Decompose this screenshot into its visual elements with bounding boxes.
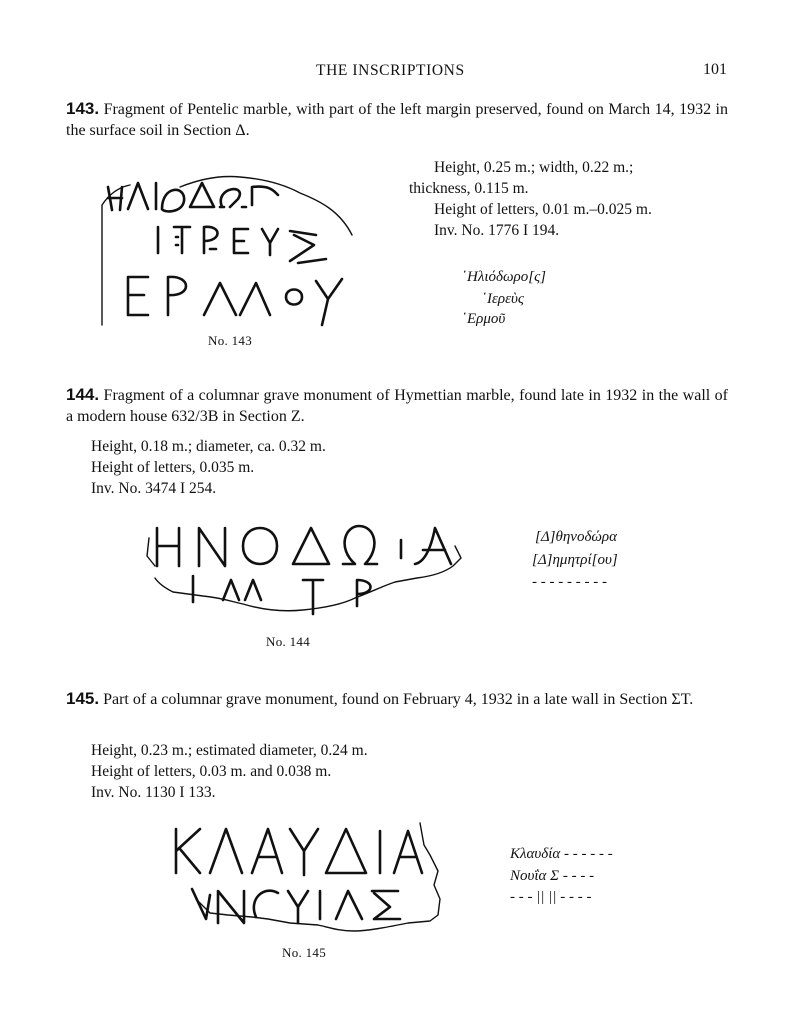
entry-text: Part of a columnar grave monument, found on February 4, 1932 in a late wall in Section ΣΤ. — [99, 691, 694, 708]
entry-144-description — [66, 384, 728, 427]
transcription-line: - - - - - - - - - — [532, 574, 607, 590]
inscription-drawing-144 — [143, 518, 468, 628]
measurement-line: Height of letters, 0.035 m. — [91, 459, 255, 476]
transcription-line: ῾Ιερεὺς — [482, 291, 524, 307]
entry-143-description — [66, 98, 728, 141]
measurement-line: Height, 0.23 m.; estimated diameter, 0.24 m. — [91, 742, 368, 759]
transcription-line: Νουΐα Σ - - - - — [510, 868, 595, 884]
transcription-line: ῾Ερμοῦ — [462, 311, 506, 327]
entry-text: Fragment of a columnar grave monument of Hymettian marble, found late in 1932 in the wall of a modern house 632/3B in Section Z. — [66, 387, 728, 425]
transcription-line: [Δ]θηνοδώρα — [535, 529, 617, 545]
inscription-drawing-145 — [168, 815, 453, 940]
entry-text: Fragment of Pentelic marble, with part of the left margin preserved, found on March 14, 1932 in the surface soil in Section Δ. — [66, 101, 728, 139]
measurement-line: Height of letters, 0.01 m.–0.025 m. — [434, 201, 652, 218]
measurement-line: Height of letters, 0.03 m. and 0.038 m. — [91, 763, 332, 780]
figure-caption: No. 145 — [282, 945, 326, 960]
transcription-line: ῾Ηλιόδωρο[ς] — [462, 269, 547, 285]
transcription-line: [Δ]ημητρί[ου] — [532, 552, 618, 568]
figure-caption: No. 143 — [208, 333, 252, 348]
transcription-line: - - - || || - - - - — [510, 889, 592, 905]
measurement-line: Inv. No. 1130 I 133. — [91, 784, 216, 801]
measurement-line: Height, 0.25 m.; width, 0.22 m.; — [434, 159, 634, 176]
entry-number: 143. — [66, 99, 100, 118]
entry-145-description — [66, 688, 728, 710]
entry-number: 145. — [66, 689, 100, 708]
measurement-line: Height, 0.18 m.; diameter, ca. 0.32 m. — [91, 438, 326, 455]
transcription-line: Κλαυδία - - - - - - — [510, 846, 613, 862]
running-head: THE INSCRIPTIONS — [316, 62, 465, 79]
entry-number: 144. — [66, 385, 100, 404]
measurement-line: Inv. No. 1776 I 194. — [434, 222, 560, 239]
page-number: 101 — [703, 61, 727, 78]
inscription-drawing-143 — [90, 165, 370, 330]
figure-caption: No. 144 — [266, 634, 310, 649]
measurement-line: thickness, 0.115 m. — [409, 180, 529, 197]
measurement-line: Inv. No. 3474 I 254. — [91, 480, 217, 497]
